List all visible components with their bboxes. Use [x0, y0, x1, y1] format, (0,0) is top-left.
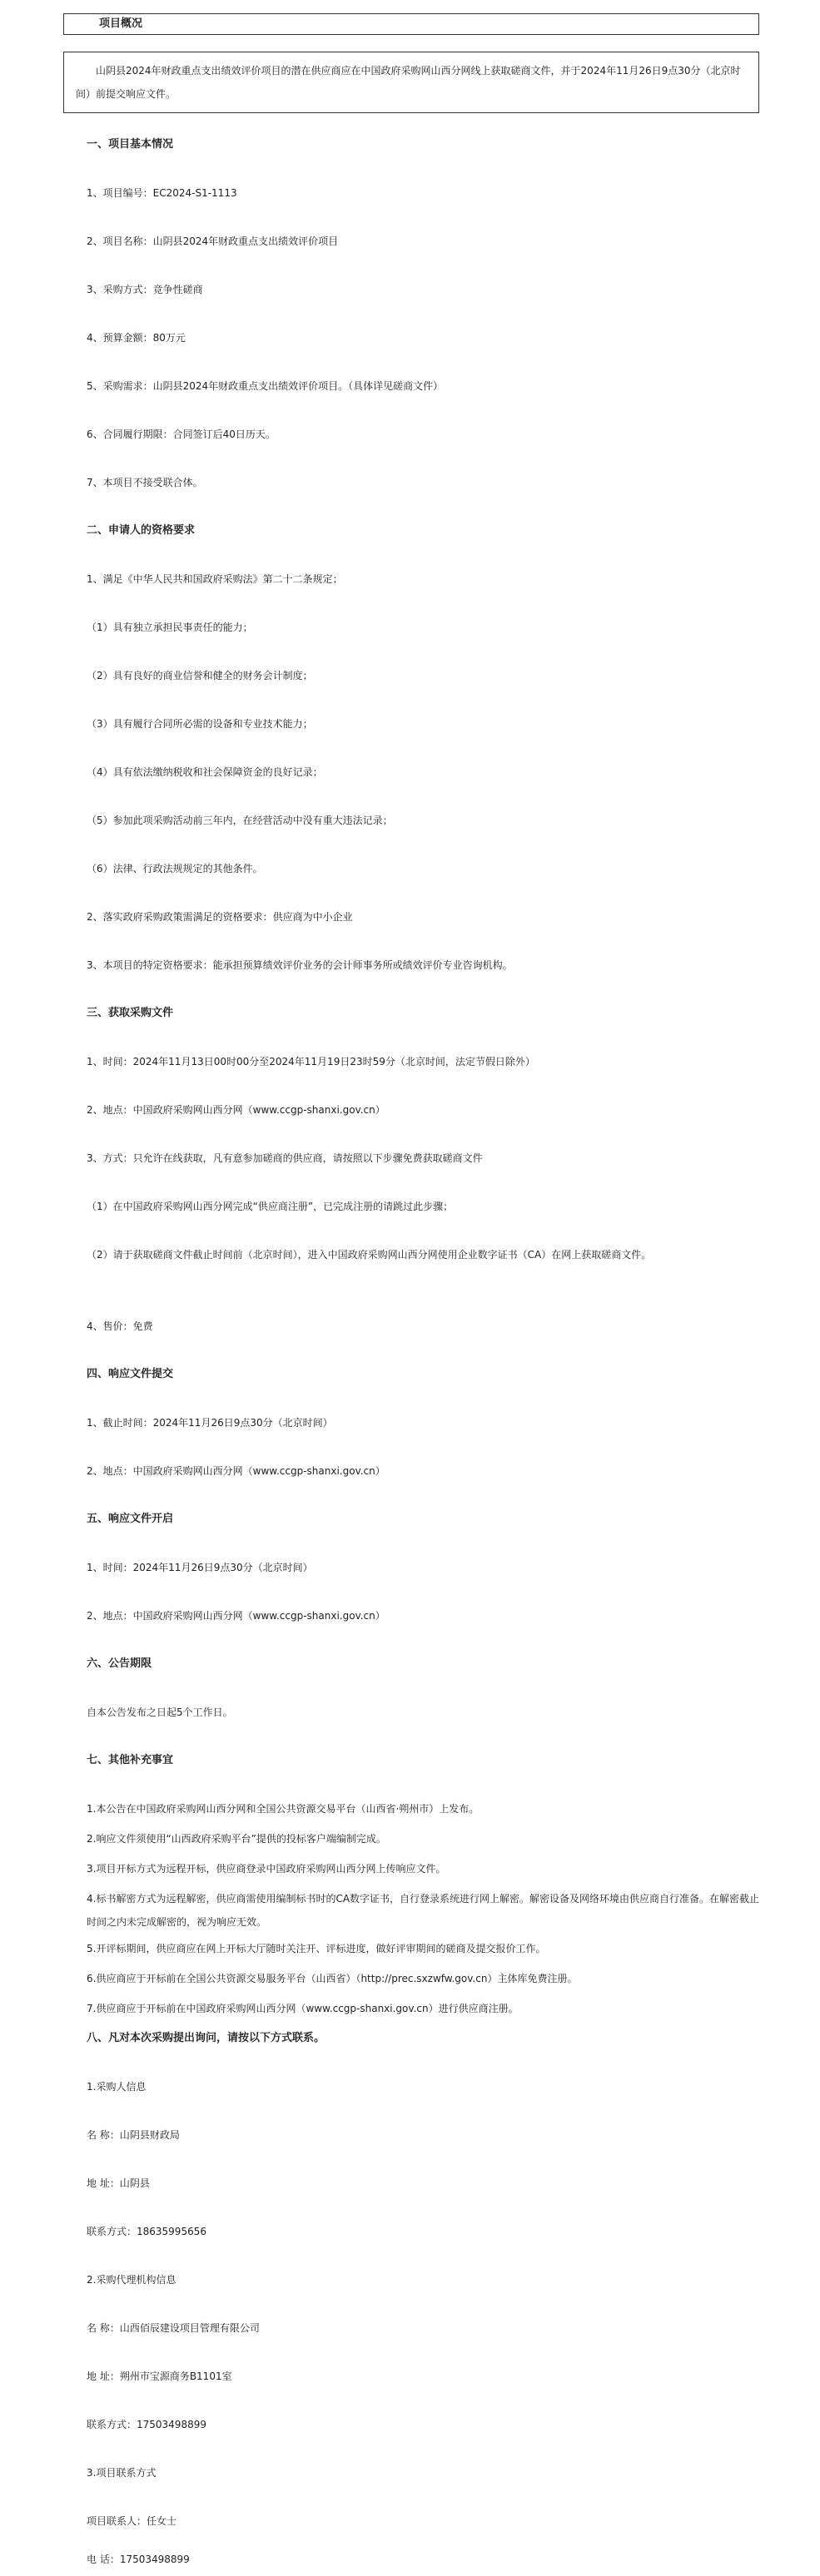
contact-line: 地 址：山阴县	[87, 2177, 150, 2189]
list-item: 2、项目名称：山阴县2024年财政重点支出绩效评价项目	[87, 235, 339, 247]
list-item: （3）具有履行合同所必需的设备和专业技术能力；	[87, 718, 313, 730]
list-item: （2）具有良好的商业信誉和健全的财务会计制度；	[87, 670, 313, 681]
contact-line: 联系方式：17503498899	[87, 2419, 206, 2430]
list-item: 1、时间：2024年11月26日9点30分（北京时间）	[87, 1562, 313, 1573]
list-item: 2、地点：中国政府采购网山西分网（www.ccgp-shanxi.gov.cn）	[87, 1465, 385, 1477]
list-item: （2）请于获取磋商文件截止时间前（北京时间），进入中国政府采购网山西分网使用企业数字证书（CA）在网上获取磋商文件。	[87, 1249, 652, 1261]
contact-group-heading: 2.采购代理机构信息	[87, 2274, 176, 2286]
list-item: 1、满足《中华人民共和国政府采购法》第二十二条规定；	[87, 573, 343, 585]
list-item: 1、时间：2024年11月13日00时00分至2024年11月19日23时59分（北京时间，法定节假日除外）	[87, 1056, 535, 1068]
list-item: 6、合同履行期限：合同签订后40日历天。	[87, 429, 276, 440]
section-heading-contacts: 八、凡对本次采购提出询问，请按以下方式联系。	[87, 2032, 326, 2044]
list-item: 6.供应商应于开标前在全国公共资源交易服务平台（山西省）（http://prec.sxzwfw.gov.cn）主体库免费注册。	[87, 1973, 578, 1984]
contact-line: 电 话：17503498899	[87, 2554, 190, 2565]
list-item: （1）具有独立承担民事责任的能力；	[87, 622, 253, 633]
list-item: 2、地点：中国政府采购网山西分网（www.ccgp-shanxi.gov.cn）	[87, 1104, 385, 1116]
contact-line: 名 称：山西佰辰建设项目管理有限公司	[87, 2322, 260, 2334]
contact-line: 联系方式：18635995656	[87, 2226, 206, 2237]
list-item: （1）在中国政府采购网山西分网完成“供应商注册”，已完成注册的请跳过此步骤；	[87, 1201, 454, 1212]
section-heading-obtain-documents: 三、获取采购文件	[87, 1007, 174, 1019]
list-item: （4）具有依法缴纳税收和社会保障资金的良好记录；	[87, 766, 323, 778]
list-item: 1.本公告在中国政府采购网山西分网和全国公共资源交易平台（山西省·朔州市）上发布。	[87, 1803, 480, 1815]
list-item: 4、售价：免费	[87, 1320, 153, 1332]
list-item: 3、采购方式：竞争性磋商	[87, 284, 203, 295]
contact-line: 地 址：朔州市宝源商务B1101室	[87, 2370, 232, 2382]
list-item: 3、本项目的特定资格要求：能承担预算绩效评价业务的会计师事务所或绩效评价专业咨询机构。	[87, 959, 513, 971]
list-item: 5.开评标期间，供应商应在网上开标大厅随时关注开、评标进度，做好评审期间的磋商及提交报价工作。	[87, 1943, 546, 1954]
list-item: 2、地点：中国政府采购网山西分网（www.ccgp-shanxi.gov.cn）	[87, 1610, 385, 1622]
list-item: 3.项目开标方式为远程开标，供应商登录中国政府采购网山西分网上传响应文件。	[87, 1863, 446, 1875]
list-item: 1、截止时间：2024年11月26日9点30分（北京时间）	[87, 1417, 333, 1429]
list-item: 5、采购需求：山阴县2024年财政重点支出绩效评价项目。（具体详见磋商文件）	[87, 380, 444, 392]
section-heading-other-matters: 七、其他补充事宜	[87, 1754, 174, 1766]
page-title: 项目概况	[63, 13, 759, 35]
project-summary: 山阴县2024年财政重点支出绩效评价项目的潜在供应商应在中国政府采购网山西分网线上获取磋商文件，并于2024年11月26日9点30分（北京时间）前提交响应文件。	[63, 52, 759, 113]
section-heading-opening: 五、响应文件开启	[87, 1513, 174, 1525]
section-heading-basic-info: 一、项目基本情况	[87, 138, 174, 151]
contact-line: 名 称：山阴县财政局	[87, 2129, 180, 2141]
list-item: 4.标书解密方式为远程解密，供应商需使用编制标书时的CA数字证书，自行登录系统进行网上解密。解密设备及网络环境由供应商自行准备。在解密截止时间之内未完成解密的，视为响应无效。	[87, 1893, 760, 1928]
section-heading-notice-period: 六、公告期限	[87, 1657, 152, 1670]
contact-group-heading: 3.项目联系方式	[87, 2467, 157, 2479]
section-heading-submission: 四、响应文件提交	[87, 1368, 174, 1380]
list-item: 2、落实政府采购政策需满足的资格要求：供应商为中小企业	[87, 911, 353, 923]
list-item: 7.供应商应于开标前在中国政府采购网山西分网（www.ccgp-shanxi.gov.cn）进行供应商注册。	[87, 2003, 519, 2014]
list-item: 2.响应文件须使用“山西政府采购平台”提供的投标客户端编制完成。	[87, 1833, 386, 1845]
list-item: 7、本项目不接受联合体。	[87, 477, 203, 488]
list-item: （6）法律、行政法规规定的其他条件。	[87, 863, 263, 874]
list-item: （5）参加此项采购活动前三年内，在经营活动中没有重大违法记录；	[87, 815, 393, 826]
contact-line: 项目联系人：任女士	[87, 2515, 177, 2527]
list-item: 3、方式：只允许在线获取，凡有意参加磋商的供应商，请按照以下步骤免费获取磋商文件	[87, 1152, 483, 1164]
contact-group-heading: 1.采购人信息	[87, 2081, 147, 2093]
list-item: 自本公告发布之日起5个工作日。	[87, 1707, 233, 1718]
list-item: 1、项目编号：EC2024-S1-1113	[87, 187, 237, 199]
section-heading-qualifications: 二、申请人的资格要求	[87, 524, 196, 537]
list-item: 4、预算金额：80万元	[87, 332, 186, 344]
